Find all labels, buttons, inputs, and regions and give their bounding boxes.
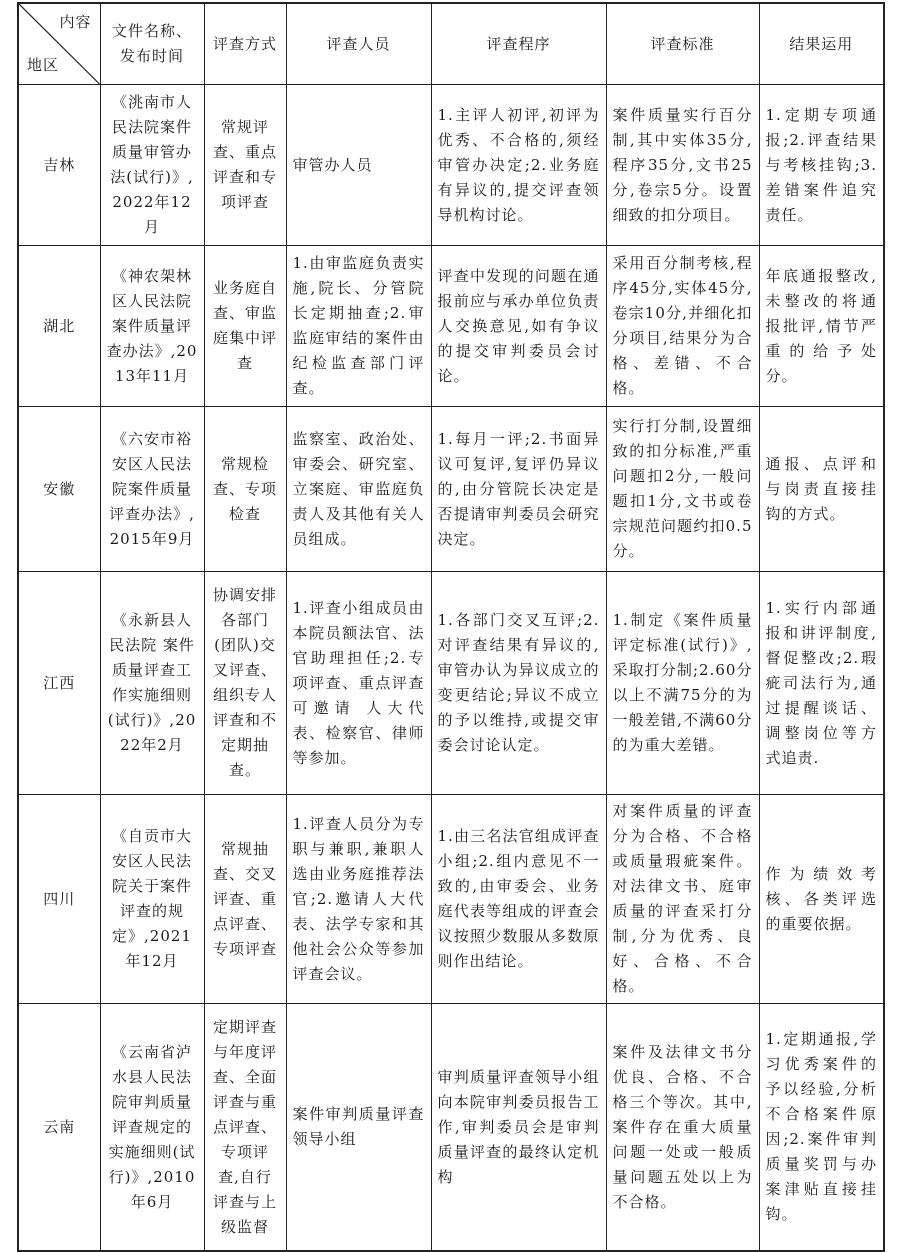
region-cell: 四川 (18, 795, 100, 1004)
result-cell: 通报、点评和与岗责直接挂钩的方式。 (759, 407, 884, 572)
standard-cell: 实行打分制,设置细致的扣分标准,严重问题扣2分,一般问题扣1分,文书或卷宗规范问题约扣0.5分。 (606, 407, 759, 572)
result-cell: 年底通报整改,未整改的将通报批评,情节严重的给予处分。 (759, 246, 884, 407)
region-cell: 湖北 (18, 246, 100, 407)
table-row (18, 572, 884, 795)
standard-cell: 采用百分制考核,程序45分,实体45分,卷宗10分,并细化扣分项目,结果分为合格、差错、不合格。 (606, 246, 759, 407)
header-staff: 评查人员 (286, 3, 431, 85)
region-cell: 安徽 (18, 407, 100, 572)
table-row (18, 407, 884, 572)
region-cell: 吉林 (18, 85, 100, 246)
region-cell: 云南 (18, 1004, 100, 1252)
method-cell: 协调安排各部门(团队)交叉评查、组织专人评查和不定期抽查。 (204, 572, 286, 795)
header-result: 结果运用 (759, 3, 884, 85)
result-cell: 1.定期通报,学习优秀案件的予以经验,分析不合格案件原因;2.案件审判质量奖罚与办案津贴直接挂钩。 (759, 1004, 884, 1252)
corner-label-content: 内容 (59, 13, 92, 31)
method-cell: 业务庭自查、审监庭集中评查 (204, 246, 286, 407)
staff-cell: 1.评查小组成员由本院员额法官、法官助理担任;2.专项评查、重点评查可邀请 人大代表、检察官、律师等参加。 (286, 572, 431, 795)
file-cell: 《永新县人民法院 案件质量评查工作实施细则(试行)》,2022年2月 (100, 572, 204, 795)
corner-label-region: 地区 (27, 56, 60, 74)
result-cell: 作为绩效考核、各类评选的重要依据。 (759, 795, 884, 1004)
file-cell: 《神农架林区人民法院案件质量评查办法》,2013年11月 (100, 246, 204, 407)
standard-cell: 1.制定《案件质量评定标准(试行)》,采取打分制;2.60分以上不满75分的为一般差错,不满60分的为重大差错。 (606, 572, 759, 795)
staff-cell: 监察室、政治处、审委会、研究室、立案庭、审监庭负责人及其他有关人员组成。 (286, 407, 431, 572)
header-corner-cell (18, 3, 100, 85)
result-cell: 1.实行内部通报和讲评制度,督促整改;2.瑕疵司法行为,通过提醒谈话、调整岗位等方式追责. (759, 572, 884, 795)
method-cell: 常规检查、专项检查 (204, 407, 286, 572)
standard-cell: 对案件质量的评查分为合格、不合格或质量瑕疵案件。对法律文书、庭审质量的评查采打分制,分为优秀、良好、合格、不合格。 (606, 795, 759, 1004)
procedure-cell: 评查中发现的问题在通报前应与承办单位负责人交换意见,如有争议的提交审判委员会讨论。 (431, 246, 606, 407)
staff-cell: 1.由审监庭负责实施,院长、分管院长定期抽查;2.审监庭审结的案件由纪检监查部门评查。 (286, 246, 431, 407)
file-cell: 《六安市裕安区人民法院案件质量评查办法》,2015年9月 (100, 407, 204, 572)
staff-cell: 审管办人员 (286, 85, 431, 246)
header-standard: 评查标准 (606, 3, 759, 85)
procedure-cell: 1.主评人初评,初评为优秀、不合格的,须经审管办决定;2.业务庭有异议的,提交评查领导机构讨论。 (431, 85, 606, 246)
staff-cell: 案件审判质量评查领导小组 (286, 1004, 431, 1252)
header-file: 文件名称、发布时间 (100, 3, 204, 85)
file-cell: 《洮南市人民法院案件质量审管办法(试行)》,2022年12月 (100, 85, 204, 246)
procedure-cell: 1.每月一评;2.书面异议可复评,复评仍异议的,由分管院长决定是否提请审判委员会研究决定。 (431, 407, 606, 572)
procedure-cell: 1.各部门交叉互评;2.对评查结果有异议的,审管办认为异议成立的变更结论;异议不成立的予以维持,或提交审委会讨论认定。 (431, 572, 606, 795)
method-cell: 定期评查与年度评查、全面评查与重点评查、专项评查,自行评查与上级监督 (204, 1004, 286, 1252)
method-cell: 常规评查、重点评查和专项评查 (204, 85, 286, 246)
standard-cell: 案件及法律文书分优良、合格、不合格三个等次。其中,案件存在重大质量问题一处或一般质量问题五处以上为不合格。 (606, 1004, 759, 1252)
header-method: 评查方式 (204, 3, 286, 85)
table-row (18, 1004, 884, 1252)
method-cell: 常规抽查、交叉评查、重点评查、专项评查 (204, 795, 286, 1004)
header-row (18, 3, 884, 85)
file-cell: 《云南省泸水县人民法院审判质量评查规定的实施细则(试行)》,2010年6月 (100, 1004, 204, 1252)
procedure-cell: 审判质量评查领导小组向本院审判委员报告工作,审判委员会是审判质量评查的最终认定机构 (431, 1004, 606, 1252)
region-cell: 江西 (18, 572, 100, 795)
table-row (18, 795, 884, 1004)
staff-cell: 1.评查人员分为专职与兼职,兼职人选由业务庭推荐法官;2.邀请人大代表、法学专家和其他社会公众等参加评查会议。 (286, 795, 431, 1004)
procedure-cell: 1.由三名法官组成评查小组;2.组内意见不一致的,由审委会、业务庭代表等组成的评查会议按照少数服从多数原则作出结论。 (431, 795, 606, 1004)
result-cell: 1.定期专项通报;2.评查结果与考核挂钩;3.差错案件追究责任。 (759, 85, 884, 246)
standard-cell: 案件质量实行百分制,其中实体35分,程序35分,文书25分,卷宗5分。设置细致的扣分项目。 (606, 85, 759, 246)
header-procedure: 评查程序 (431, 3, 606, 85)
table-row (18, 85, 884, 246)
file-cell: 《自贡市大安区人民法院关于案件评查的规定》,2021年12月 (100, 795, 204, 1004)
comparison-table (17, 2, 885, 1252)
table-row (18, 246, 884, 407)
